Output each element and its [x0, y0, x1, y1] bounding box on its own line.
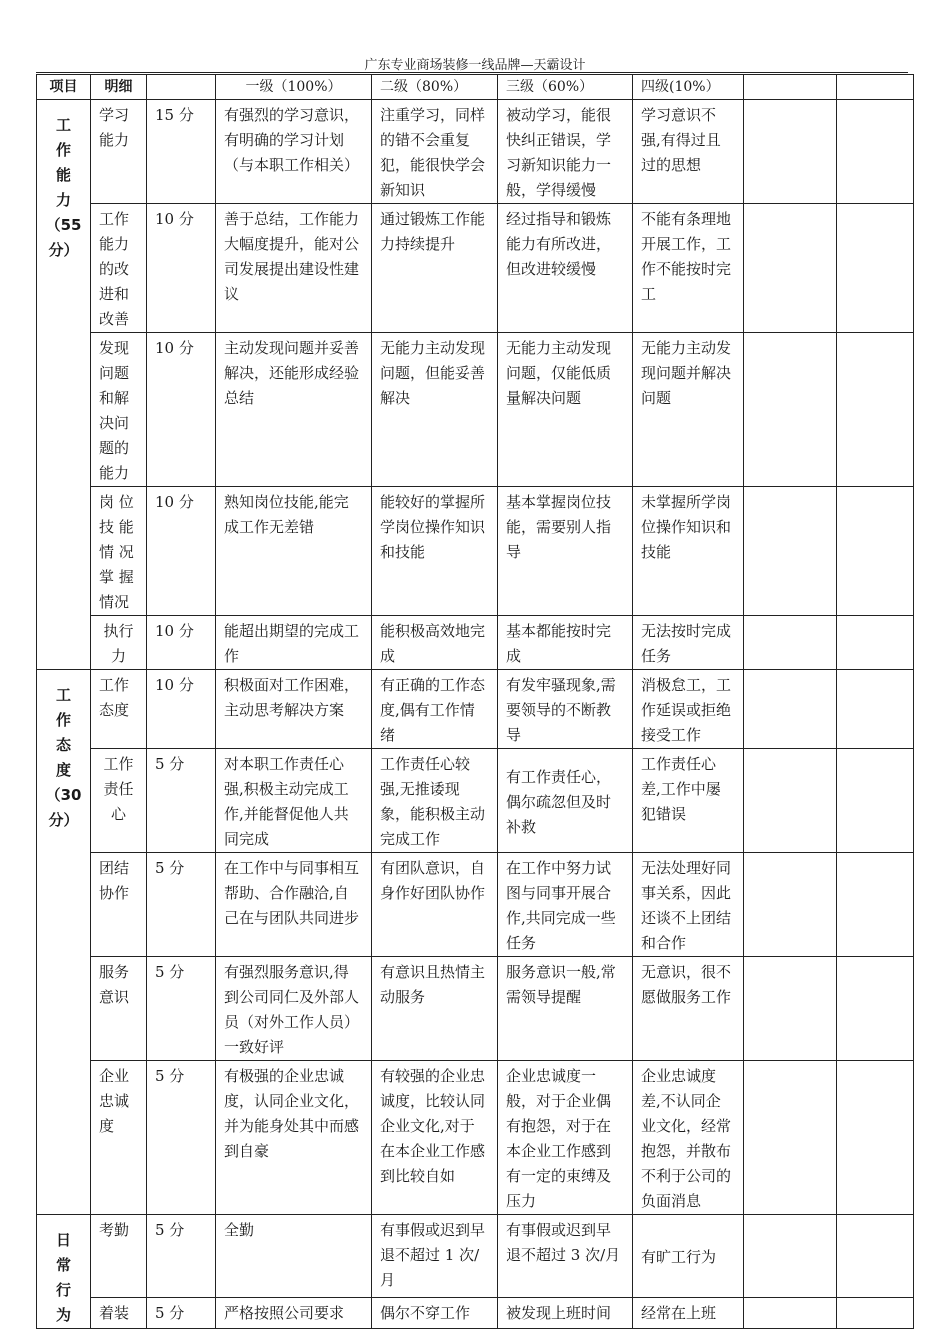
empty-cell — [837, 1298, 914, 1329]
level1-cell: 有强烈服务意识,得到公司同仁及外部人员（对外工作人员）一致好评 — [216, 957, 372, 1061]
empty-cell — [744, 1298, 837, 1329]
empty-cell — [744, 853, 837, 957]
level1-cell: 有极强的企业忠诚度，认同企业文化，并为能身处其中而感到自豪 — [216, 1061, 372, 1215]
empty-cell — [744, 749, 837, 853]
level2-cell: 能较好的掌握所学岗位操作知识和技能 — [372, 487, 498, 616]
header-extra-1 — [744, 75, 837, 100]
detail-cell: 企业忠诚度 — [91, 1061, 147, 1215]
level3-cell: 被动学习，能很快纠正错误，学习新知识能力一般，学得缓慢 — [498, 100, 633, 204]
page-header: 广东专业商场装修一线品牌—天霸设计 — [364, 58, 586, 73]
level1-cell: 有强烈的学习意识，有明确的学习计划（与本职工作相关） — [216, 100, 372, 204]
score-cell: 5 分 — [147, 957, 216, 1061]
score-cell: 5 分 — [147, 1298, 216, 1329]
detail-cell: 学习能力 — [91, 100, 147, 204]
level2-cell: 偶尔不穿工作 — [372, 1298, 498, 1329]
table-row — [37, 487, 914, 616]
empty-cell — [744, 204, 837, 333]
level3-cell: 基本都能按时完成 — [498, 616, 633, 670]
table-row — [37, 204, 914, 333]
category-cell: 工 作 能 力 （55 分） — [37, 100, 91, 670]
level4-cell: 未掌握所学岗位操作知识和技能 — [633, 487, 744, 616]
level1-cell: 熟知岗位技能,能完成工作无差错 — [216, 487, 372, 616]
level4-cell: 无法按时完成任务 — [633, 616, 744, 670]
detail-cell: 团结协作 — [91, 853, 147, 957]
table-row — [37, 853, 914, 957]
empty-cell — [744, 333, 837, 487]
header-level3: 三级（60%） — [498, 75, 633, 100]
level4-cell: 无法处理好同事关系，因此还谈不上团结和合作 — [633, 853, 744, 957]
empty-cell — [744, 487, 837, 616]
level2-cell: 有较强的企业忠诚度，比较认同企业文化,对于在本企业工作感到比较自如 — [372, 1061, 498, 1215]
score-cell: 5 分 — [147, 1215, 216, 1298]
evaluation-table — [36, 74, 914, 1329]
level1-cell: 主动发现问题并妥善解决，还能形成经验总结 — [216, 333, 372, 487]
detail-cell: 考勤 — [91, 1215, 147, 1298]
detail-cell: 工作能力的改进和改善 — [91, 204, 147, 333]
level3-cell: 无能力主动发现问题，仅能低质量解决问题 — [498, 333, 633, 487]
level1-cell: 全勤 — [216, 1215, 372, 1298]
empty-cell — [837, 670, 914, 749]
score-cell: 5 分 — [147, 853, 216, 957]
level4-cell: 无意识，很不愿做服务工作 — [633, 957, 744, 1061]
level1-cell: 善于总结，工作能力大幅度提升，能对公司发展提出建设性建议 — [216, 204, 372, 333]
table-row — [37, 1215, 914, 1298]
level1-cell: 对本职工作责任心强,积极主动完成工作,并能督促他人共同完成 — [216, 749, 372, 853]
detail-cell: 服务意识 — [91, 957, 147, 1061]
empty-cell — [837, 749, 914, 853]
header-level4: 四级(10%） — [633, 75, 744, 100]
table-row — [37, 670, 914, 749]
level1-cell: 积极面对工作困难，主动思考解决方案 — [216, 670, 372, 749]
empty-cell — [837, 1061, 914, 1215]
level2-cell: 能积极高效地完成 — [372, 616, 498, 670]
table-row — [37, 1298, 914, 1329]
table-row — [37, 100, 914, 204]
level2-cell: 注重学习，同样的错不会重复犯，能很快学会新知识 — [372, 100, 498, 204]
level3-cell: 服务意识一般,常需领导提醒 — [498, 957, 633, 1061]
header-level2: 二级（80%） — [372, 75, 498, 100]
table-row — [37, 1061, 914, 1215]
score-cell: 10 分 — [147, 204, 216, 333]
table-row — [37, 957, 914, 1061]
level3-cell: 基本掌握岗位技能，需要别人指导 — [498, 487, 633, 616]
level3-cell: 有事假或迟到早退不超过 3 次/月 — [498, 1215, 633, 1298]
table-row — [37, 333, 914, 487]
empty-cell — [744, 1215, 837, 1298]
detail-cell: 工作态度 — [91, 670, 147, 749]
header-extra-2 — [837, 75, 914, 100]
table-row — [37, 616, 914, 670]
level2-cell: 有正确的工作态度,偶有工作情绪 — [372, 670, 498, 749]
empty-cell — [837, 333, 914, 487]
empty-cell — [744, 670, 837, 749]
level3-cell: 有发牢骚现象,需要领导的不断教导 — [498, 670, 633, 749]
category-cell: 工 作 态 度 （30 分） — [37, 670, 91, 1215]
empty-cell — [744, 957, 837, 1061]
empty-cell — [837, 853, 914, 957]
empty-cell — [837, 204, 914, 333]
level3-cell: 企业忠诚度一般，对于企业偶有抱怨，对于在本企业工作感到有一定的束缚及压力 — [498, 1061, 633, 1215]
detail-cell: 着装 — [91, 1298, 147, 1329]
detail-cell: 岗 位 技 能 情 况 掌 握 情况 — [91, 487, 147, 616]
level4-cell: 有旷工行为 — [633, 1215, 744, 1298]
level4-cell: 经常在上班 — [633, 1298, 744, 1329]
level2-cell: 有事假或迟到早退不超过 1 次/月 — [372, 1215, 498, 1298]
level3-cell: 被发现上班时间 — [498, 1298, 633, 1329]
score-cell: 5 分 — [147, 749, 216, 853]
detail-cell: 执行力 — [91, 616, 147, 670]
empty-cell — [837, 487, 914, 616]
score-cell: 10 分 — [147, 333, 216, 487]
level4-cell: 企业忠诚度差,不认同企业文化，经常抱怨，并散布不利于公司的负面消息 — [633, 1061, 744, 1215]
header-level1: 一级（100%） — [216, 75, 372, 100]
level4-cell: 工作责任心差,工作中屡犯错误 — [633, 749, 744, 853]
empty-cell — [837, 957, 914, 1061]
level4-cell: 消极怠工，工作延误或拒绝接受工作 — [633, 670, 744, 749]
header-item: 项目 — [37, 75, 91, 100]
level4-cell: 学习意识不强,有得过且过的思想 — [633, 100, 744, 204]
empty-cell — [837, 100, 914, 204]
level1-cell: 能超出期望的完成工作 — [216, 616, 372, 670]
level4-cell: 不能有条理地开展工作，工作不能按时完工 — [633, 204, 744, 333]
empty-cell — [837, 1215, 914, 1298]
empty-cell — [744, 1061, 837, 1215]
level4-cell: 无能力主动发现问题并解决问题 — [633, 333, 744, 487]
detail-cell: 工作责任心 — [91, 749, 147, 853]
header-row — [37, 75, 914, 100]
score-cell: 5 分 — [147, 1061, 216, 1215]
header-detail: 明细 — [91, 75, 147, 100]
score-cell: 10 分 — [147, 616, 216, 670]
empty-cell — [744, 100, 837, 204]
level1-cell: 在工作中与同事相互帮助、合作融洽,自己在与团队共同进步 — [216, 853, 372, 957]
score-cell: 10 分 — [147, 670, 216, 749]
header-score — [147, 75, 216, 100]
level1-cell: 严格按照公司要求 — [216, 1298, 372, 1329]
detail-cell: 发现问题和解决问题的能力 — [91, 333, 147, 487]
level3-cell: 有工作责任心，偶尔疏忽但及时补救 — [498, 749, 633, 853]
empty-cell — [744, 616, 837, 670]
level3-cell: 经过指导和锻炼能力有所改进，但改进较缓慢 — [498, 204, 633, 333]
empty-cell — [837, 616, 914, 670]
score-cell: 15 分 — [147, 100, 216, 204]
category-cell: 日 常 行 为 — [37, 1215, 91, 1329]
score-cell: 10 分 — [147, 487, 216, 616]
level3-cell: 在工作中努力试图与同事开展合作,共同完成一些任务 — [498, 853, 633, 957]
level2-cell: 有团队意识，自身作好团队协作 — [372, 853, 498, 957]
level2-cell: 工作责任心较强,无推诿现象，能积极主动完成工作 — [372, 749, 498, 853]
header-rule — [36, 72, 908, 73]
level2-cell: 通过锻炼工作能力持续提升 — [372, 204, 498, 333]
level2-cell: 有意识且热情主动服务 — [372, 957, 498, 1061]
table-row — [37, 749, 914, 853]
level2-cell: 无能力主动发现问题，但能妥善解决 — [372, 333, 498, 487]
